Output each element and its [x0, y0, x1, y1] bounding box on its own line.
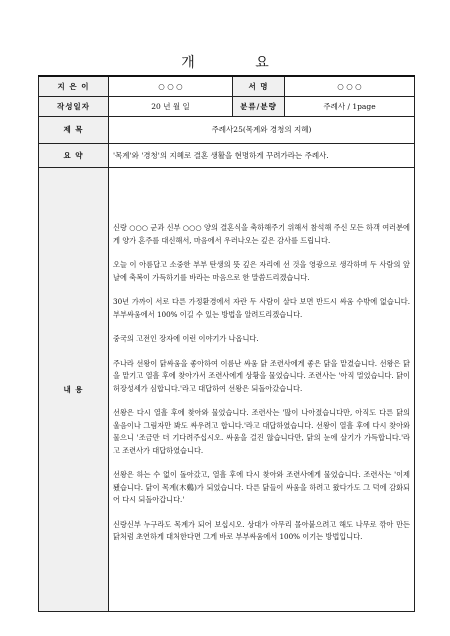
content-row: [39, 167, 415, 611]
content-paragraph: 선왕은 하는 수 없이 돌아갔고, 열흘 후에 다시 찾아와 조련사에게 물었습니다. 조련사는 '이제 됐습니다. 닭이 목계(木鷄)가 되었습니다. 다른 닭들이 싸움을 하려고 왔다가도 그 덕에 감화되어 다시 되돌아갑니다.': [113, 470, 410, 505]
sign-label: 서 명: [233, 76, 285, 96]
title-label: 제 목: [39, 116, 109, 143]
title-value: 주례사25(목계와 경청의 지혜): [109, 116, 415, 143]
summary-label: 요 약: [39, 143, 109, 167]
content-label: 내 용: [39, 167, 109, 611]
outline-form: [38, 75, 415, 612]
author-row: [39, 76, 415, 96]
content-paragraph: 중국의 고전인 장자에 이런 이야기가 나옵니다.: [113, 334, 259, 344]
category-value: 주례사 / 1page: [285, 96, 415, 116]
content-paragraph: 30년 가까이 서로 다른 가정환경에서 자란 두 사람이 살다 보면 반드시 싸움 수밖에 없습니다. 부부싸움에서 100% 이길 수 있는 방법을 알려드리겠습니다.: [113, 297, 410, 319]
date-value: 20 년 월 일: [109, 96, 233, 116]
sign-value: ○ ○ ○: [285, 76, 415, 96]
date-row: [39, 96, 415, 116]
summary-value: '목계'와 '경청'의 지혜로 결혼 생활을 현명하게 꾸려가라는 주례사.: [109, 143, 415, 167]
content-body: [109, 167, 415, 611]
author-value: ○ ○ ○: [109, 76, 233, 96]
content-paragraph: 선왕은 다시 열흘 후에 찾아와 물었습니다. 조련사는 '많이 나아졌습니다만, 아직도 다른 닭의 울음이나 그림자만 봐도 싸우려고 합니다.'라고 대답하였습니다. 선왕이 열흘 후에 다시 찾아와 물으니 '조금만 더 기다려주십시오. 싸움을 걸진 않습니다만, 닭의 눈에 살기가 가득합니다.'라고 조련사가 대답하였습니다.: [113, 408, 410, 455]
date-label: 작성일자: [39, 96, 109, 116]
content-paragraph: 신랑 ○○○ 군과 신부 ○○○ 양의 결혼식을 축하해주기 위해서 참석해 주신 모든 하객 여러분에게 양가 혼주를 대신해서, 마음에서 우러나오는 깊은 감사를 드립니다.: [113, 223, 410, 245]
content-paragraph: 주나라 선왕이 닭싸움을 좋아하여 이름난 싸움 닭 조련사에게 좋은 닭을 맡겼습니다. 선왕은 닭을 맡기고 열흘 후에 찾아가서 조련사에게 상황을 물었습니다. 조련사는 '아직 멀었습니다. 닭이 허장성세가 심합니다.'라고 대답하여 선왕은 되돌아갔습니다.: [113, 358, 410, 393]
summary-row: [39, 143, 415, 167]
title-row: [39, 116, 415, 143]
content-paragraph: 신랑신부 누구라도 목계가 되어 보십시오. 상대가 아무리 몰아붙으려고 해도 나무로 깎아 만든 닭처럼 초연하게 대처한다면 그게 바로 부부싸움에서 100% 이기는 방법입니다.: [113, 519, 410, 542]
content-paragraph: 오늘 이 아름답고 소중한 부부 탄생의 뜻 깊은 자리에 선 것을 영광으로 생각하며 두 사람의 앞날에 축복이 가득하기를 바라는 마음으로 한 말씀드리겠습니다.: [113, 260, 410, 282]
page-title: 개 요: [181, 55, 297, 71]
category-label: 분류/분량: [233, 96, 285, 116]
author-label: 지 은 이: [39, 76, 109, 96]
